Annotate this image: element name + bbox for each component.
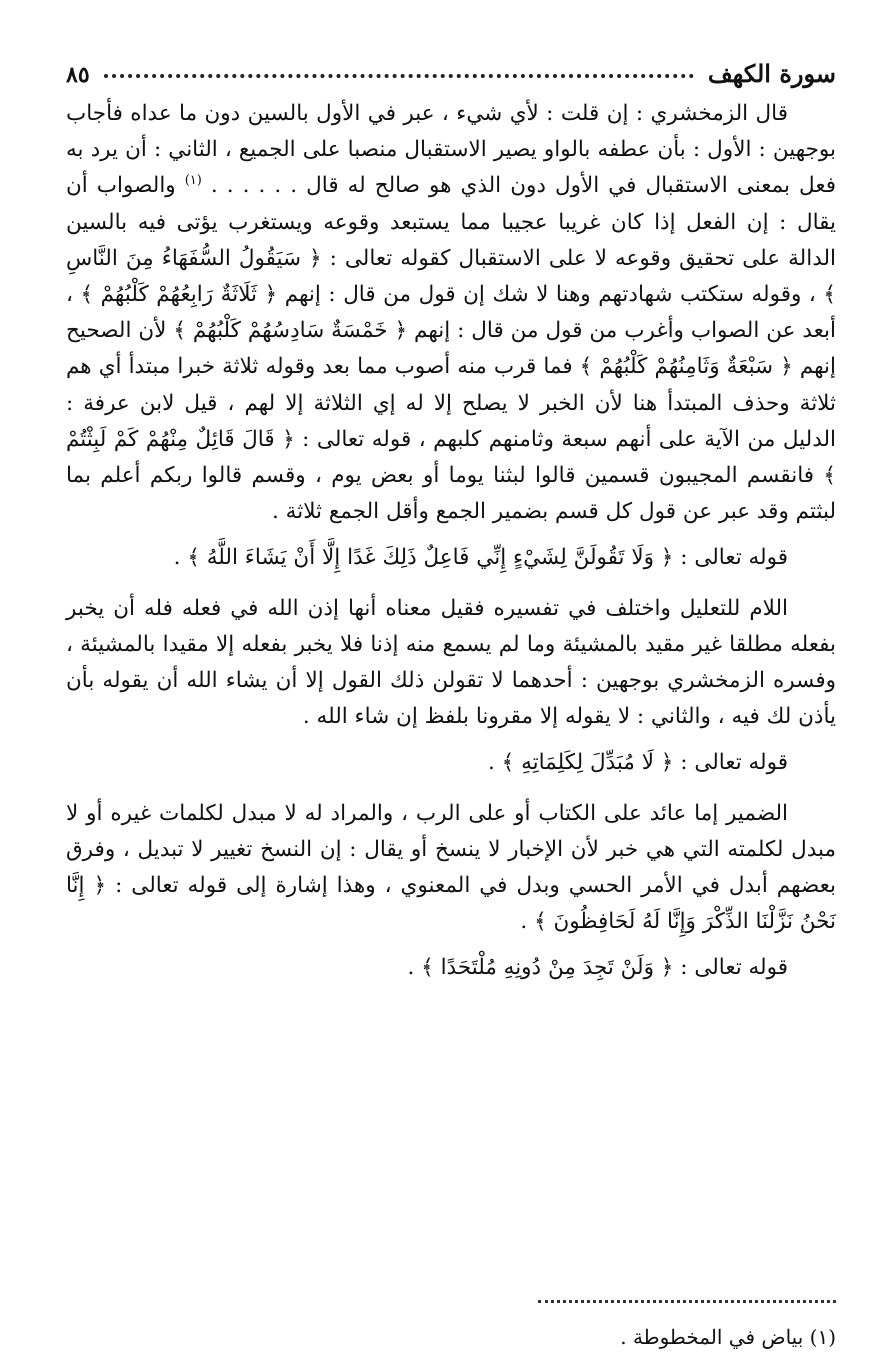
- quran-verse: ﴿ ثَلَاثَةٌ رَابِعُهُمْ كَلْبُهُمْ ﴾: [80, 282, 278, 308]
- verse-lead: قوله تعالى :: [673, 750, 788, 776]
- verse-lead: قوله تعالى :: [673, 955, 788, 981]
- quran-verse: ﴿ وَلَنْ تَجِدَ مِنْ دُونِهِ مُلْتَحَدًا ﴾: [421, 955, 674, 981]
- paragraph-text: فما قرب منه أصوب مما بعد وقوله ثلاثة خبرا مبتدأ أي هم ثلاثة وحذف المبتدأ هنا لأن الخبر لا يصلح إلا له إي الثلاثة إلا لهم ، قيل لابن عرفة : الدليل من الآية على أنهم سبعة وثامنهم كلبهم ، قوله تعالى :: [66, 354, 836, 452]
- paragraph-text: قال الزمخشري : إن قلت : لأي شيء ، عبر في الأول بالسين دون ما عداه فأجاب بوجهين : الأول : بأن عطفه بالواو يصير الاستقبال منصبا على الجميع ، الثاني : أن يرد به فعل بمعنى الاستقبال في الأول دون الذي هو صالح له قال . . . . . .: [66, 101, 836, 199]
- paragraph-text: الضمير إما عائد على الكتاب أو على الرب ، والمراد له لا مبدل لكلمات غيره أو لا مبدل لكلمته التي هي خبر لأن الإخبار لا ينسخ أو يقال : إن النسخ تغيير لا تبديل ، وفرق بعضهم أبدل في الأمر الحسي وبدل في المعنوي ، وهذا إشارة إلى قوله تعالى :: [66, 800, 836, 899]
- quran-verse: ﴿ وَلَا تَقُولَنَّ لِشَيْءٍ إِنِّي فَاعِلٌ ذَلِكَ غَدًا إِلَّا أَنْ يَشَاءَ اللَّهُ ﴾: [187, 545, 674, 571]
- quran-verse: ﴿ سَيَقُولُ السُّفَهَاءُ مِنَ النَّاسِ ﴾: [66, 245, 836, 308]
- paragraph-text: فانقسم المجيبون قسمين قالوا لبثنا يوما أو بعض يوم ، وقسم قالوا ربكم أعلم بما لبثتم وقد عبر عن قول كل قسم بضمير الجمع وأقل الجمع ثلاثة .: [66, 463, 836, 525]
- paragraph-commentary: اللام للتعليل واختلف في تفسيره فقيل معناه أنها إذن الله في فعله فله أن يخبر بفعله مطلقا غير مقيد بالمشيئة وما لم يسمع منه إذنا فلا يخبر بفعله إلا مقيدا بالمشيئة ، وفسره الزمخشري بوجهين : أحدهما لا تقولن ذلك القول إلا أن يشاء الله أن يقوله بأن يأذن لك فيه ، والثاني : لا يقوله إلا مقرونا بلفظ إن شاء الله .: [66, 595, 836, 730]
- footnote: (١) بياض في المخطوطة .: [620, 1325, 836, 1349]
- page-number: ٨٥: [66, 62, 90, 88]
- page-body: [66, 96, 836, 987]
- paragraph-zamakhshari: [66, 96, 836, 530]
- verse-tail: .: [173, 545, 188, 571]
- paragraph-text: ، وقوله ستكتب شهادتهم وهنا لا شك إن قول من قال : إنهم: [277, 282, 824, 308]
- page-header: [66, 44, 836, 88]
- verse-lead: قوله تعالى :: [673, 545, 788, 571]
- paragraph-text: لأن الصحيح إنهم: [66, 318, 836, 380]
- verse-heading: [66, 745, 836, 781]
- surah-title: سورة الكهف: [707, 59, 836, 88]
- quran-verse: ﴿ خَمْسَةٌ سَادِسُهُمْ كَلْبُهُمْ ﴾: [173, 318, 408, 344]
- quran-verse: ﴿ إِنَّا نَحْنُ نَزَّلْنَا الذِّكْرَ وَإِنَّا لَهُ لَحَافِظُونَ ﴾: [66, 873, 836, 935]
- paragraph-text: ، أبعد عن الصواب وأغرب من قول من قال : إنهم: [66, 282, 836, 344]
- quran-verse: ﴿ لَا مُبَدِّلَ لِكَلِمَاتِهِ ﴾: [501, 750, 674, 776]
- verse-tail: .: [407, 955, 422, 981]
- paragraph-text: والصواب أن يقال : إن الفعل إذا كان غريبا عجيبا مما يستبعد وقوعه ويستغرب يؤتى فيه بالسين الدالة على تحقيق وقوعه لا على الاستقبال كقوله تعالى :: [66, 173, 837, 271]
- verse-tail: .: [520, 909, 535, 935]
- footnote-reference: (١): [184, 173, 202, 189]
- paragraph-commentary: [66, 796, 836, 941]
- footnote-divider: [538, 1300, 836, 1303]
- quran-verse: ﴿ سَبْعَةٌ وَثَامِنُهُمْ كَلْبُهُمْ ﴾: [579, 354, 793, 380]
- header-dotted-rule: [104, 74, 694, 78]
- verse-heading: [66, 950, 836, 986]
- verse-tail: .: [487, 750, 502, 776]
- quran-verse: ﴿ قَالَ قَائِلٌ مِنْهُمْ كَمْ لَبِثْتُمْ ﴾: [66, 426, 836, 489]
- verse-heading: [66, 540, 836, 576]
